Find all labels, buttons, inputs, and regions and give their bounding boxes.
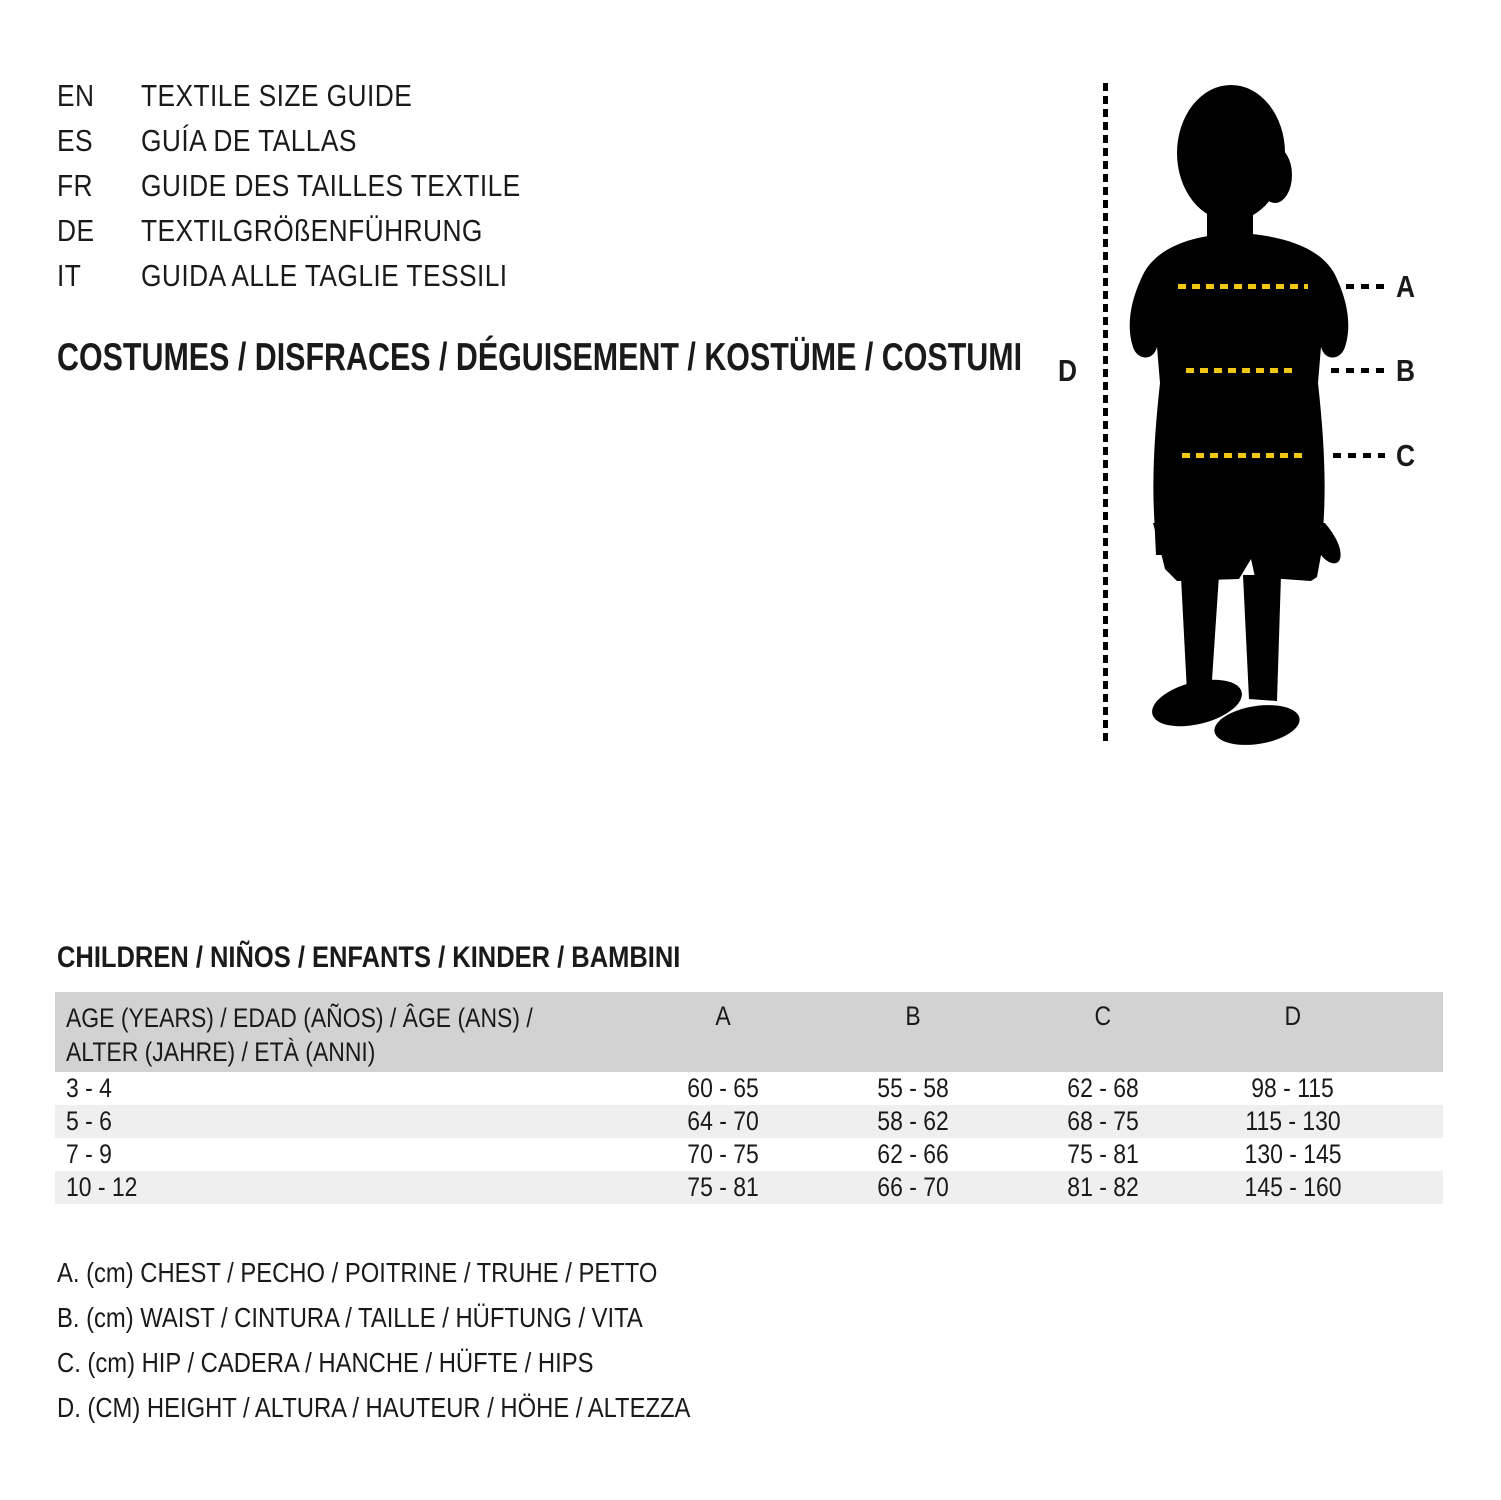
size-table-header-row: [55, 992, 1443, 1072]
legend-line-height: [57, 1385, 802, 1430]
measurement-legend: [57, 1250, 802, 1430]
table-row-age-7-9: [55, 1138, 1443, 1171]
lang-row-it: [57, 253, 588, 298]
label-chest-a: A: [1396, 269, 1416, 304]
height-cell: [1198, 1139, 1388, 1170]
height-cell: [1198, 1172, 1388, 1203]
category-heading-text: COSTUMES / DISFRACES / DÉGUISEMENT / KOSTÜME / COSTUMI: [57, 336, 1023, 379]
silhouette-shorts: [1153, 523, 1341, 581]
column-header-d: [1198, 1001, 1388, 1032]
age-cell: [55, 1106, 628, 1137]
column-header-c: [1008, 1001, 1198, 1032]
age-header-line1: AGE (YEARS) / EDAD (AÑOS) / ÂGE (ANS) /: [66, 1003, 533, 1033]
waist-cell-text: 55 - 58: [877, 1073, 949, 1103]
children-section-title-text: CHILDREN / NIÑOS / ENFANTS / KINDER / BAMBINI: [57, 941, 681, 974]
lang-title: TEXTILGRÖßENFÜHRUNG: [141, 212, 483, 248]
lang-code: IT: [57, 257, 82, 293]
age-cell-text: 3 - 4: [66, 1073, 112, 1103]
age-cell-text: 5 - 6: [66, 1106, 112, 1136]
hip-cell: [1008, 1106, 1198, 1137]
table-row-age-5-6: [55, 1105, 1443, 1138]
waist-cell: [818, 1073, 1008, 1104]
lang-title: GUÍA DE TALLAS: [141, 122, 357, 158]
chest-cell-text: 64 - 70: [687, 1106, 759, 1136]
waist-cell: [818, 1106, 1008, 1137]
waist-leader-line: [1331, 368, 1388, 373]
height-cell: [1198, 1073, 1388, 1104]
chest-cell: [628, 1139, 818, 1170]
age-column-header: [55, 1001, 628, 1069]
lang-title: GUIDE DES TAILLES TEXTILE: [141, 167, 521, 203]
hip-cell: [1008, 1073, 1198, 1104]
lang-code: EN: [57, 77, 95, 113]
silhouette-torso: [1130, 233, 1349, 555]
chest-leader-line: [1331, 284, 1388, 289]
lang-code: DE: [57, 212, 95, 248]
hip-leader-line: [1333, 453, 1385, 458]
hip-cell-text: 81 - 82: [1067, 1172, 1139, 1202]
hip-cell: [1008, 1139, 1198, 1170]
age-cell-text: 10 - 12: [66, 1172, 138, 1202]
hip-measure-line: [1182, 453, 1306, 458]
height-cell-text: 98 - 115: [1251, 1073, 1335, 1103]
child-silhouette-image: [1125, 83, 1375, 748]
column-header-c-text: C: [1094, 1001, 1112, 1031]
lang-row-de: [57, 208, 588, 253]
waist-cell: [818, 1172, 1008, 1203]
height-cell-text: 115 - 130: [1245, 1106, 1341, 1136]
lang-code: ES: [57, 122, 94, 158]
legend-line-chest-text: A. (cm) CHEST / PECHO / POITRINE / TRUHE / PETTO: [57, 1256, 658, 1288]
legend-line-hip-text: C. (cm) HIP / CADERA / HANCHE / HÜFTE / HIPS: [57, 1346, 594, 1378]
waist-cell-text: 62 - 66: [877, 1139, 949, 1169]
hip-cell-text: 75 - 81: [1067, 1139, 1139, 1169]
height-cell-text: 130 - 145: [1244, 1139, 1342, 1169]
waist-cell: [818, 1139, 1008, 1170]
label-waist-b: B: [1396, 353, 1416, 388]
size-table: [55, 992, 1443, 1204]
lang-row-es: [57, 118, 588, 163]
age-cell: [55, 1073, 628, 1104]
chest-cell: [628, 1172, 818, 1203]
legend-line-hip: [57, 1340, 802, 1385]
silhouette-right-leg: [1243, 575, 1281, 701]
height-cell-text: 145 - 160: [1244, 1172, 1342, 1202]
label-hip-c: C: [1396, 438, 1416, 473]
column-header-b: [818, 1001, 1008, 1032]
language-title-list: [57, 73, 588, 298]
chest-measure-line: [1178, 284, 1308, 289]
column-header-d-text: D: [1284, 1001, 1302, 1031]
lang-row-fr: [57, 163, 588, 208]
silhouette-left-leg: [1181, 575, 1219, 695]
waist-cell-text: 58 - 62: [877, 1106, 949, 1136]
hip-cell-text: 68 - 75: [1067, 1106, 1139, 1136]
lang-title: TEXTILE SIZE GUIDE: [141, 77, 413, 113]
waist-cell-text: 66 - 70: [877, 1172, 949, 1202]
children-section-title: [57, 941, 790, 975]
hip-cell-text: 62 - 68: [1067, 1073, 1139, 1103]
column-header-a-text: A: [715, 1001, 731, 1031]
chest-cell-text: 75 - 81: [687, 1172, 759, 1202]
legend-line-chest: [57, 1250, 802, 1295]
chest-cell: [628, 1073, 818, 1104]
lang-row-en: [57, 73, 588, 118]
age-header-line2: ALTER (JAHRE) / ETÀ (ANNI): [66, 1037, 376, 1067]
lang-code: FR: [57, 167, 93, 203]
silhouette-hair: [1258, 147, 1292, 203]
waist-measure-line: [1186, 368, 1298, 373]
label-height-d: D: [1058, 353, 1078, 388]
table-row-age-3-4: [55, 1072, 1443, 1105]
hip-cell: [1008, 1172, 1198, 1203]
column-header-a: [628, 1001, 818, 1032]
legend-line-waist-text: B. (cm) WAIST / CINTURA / TAILLE / HÜFTUNG / VITA: [57, 1301, 643, 1333]
chest-cell: [628, 1106, 818, 1137]
height-dashed-line: [1103, 83, 1108, 743]
age-cell: [55, 1139, 628, 1170]
lang-title: GUIDA ALLE TAGLIE TESSILI: [141, 257, 508, 293]
chest-cell-text: 60 - 65: [687, 1073, 759, 1103]
height-cell: [1198, 1106, 1388, 1137]
age-cell: [55, 1172, 628, 1203]
age-cell-text: 7 - 9: [66, 1139, 112, 1169]
chest-cell-text: 70 - 75: [687, 1139, 759, 1169]
legend-line-height-text: D. (CM) HEIGHT / ALTURA / HAUTEUR / HÖHE / ALTEZZA: [57, 1391, 691, 1423]
table-row-age-10-12: [55, 1171, 1443, 1204]
legend-line-waist: [57, 1295, 802, 1340]
measurement-figure: [1040, 70, 1480, 770]
column-header-b-text: B: [905, 1001, 921, 1031]
